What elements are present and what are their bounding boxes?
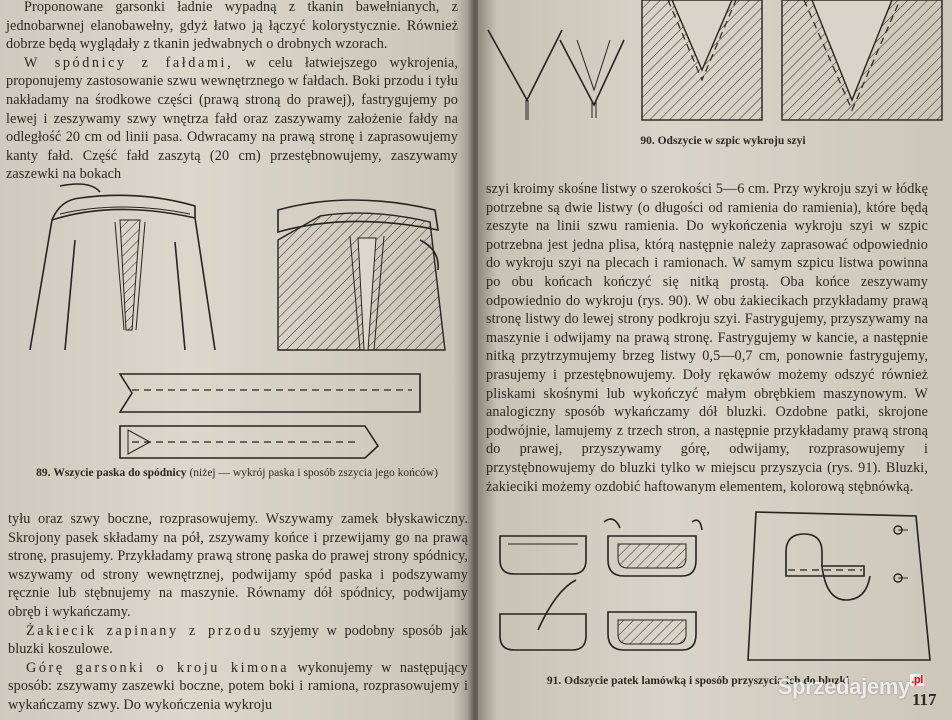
watermark-suffix: .pl <box>911 674 923 686</box>
figure-title: Odszycie patek lamówką i sposób przyszycia ich do bluzki <box>564 675 850 687</box>
paragraph: Proponowane garsonki ładnie wypadną z tkanin bawełnianych, z jednobarwnej elanobawełny, gdyż łatwo ją łączyć kolorystycznie. Również dobrze będą wyglądały z tkanin jedwabnych o drobnych wzorach. <box>6 0 458 53</box>
figure-89-skirt-waistband <box>20 180 460 460</box>
figure-number: 91. <box>546 675 562 687</box>
figure-subtitle: (niżej — wykrój paska i sposób zszycia jego końców) <box>189 467 438 479</box>
left-page <box>0 0 472 720</box>
figure-90-caption <box>508 134 938 149</box>
figure-90-v-neck-facing <box>482 0 942 130</box>
page-number: 117 <box>912 690 937 709</box>
paragraph <box>8 659 468 715</box>
paragraph-text: w celu łatwiejszego wykrojenia, proponujemy zastosowanie szwu wewnętrznego w fałdach. Boki przodu i tyłu nakładamy na środkowe części (prawą stroną do prawej), fastrygujemy po lewej i zeszywamy szwy wnętrza fałd oraz zaszywamy założenie fałdy na odległość 20 cm od linii pasa. Odwracamy na prawą stronę i zaprasowujemy kanty fałd. Część fałd zaszytą (20 cm) przestębnowujemy, zaszywamy zaszewki na bokach <box>6 54 459 183</box>
figure-91-pocket-flaps <box>496 510 936 670</box>
figure-number: 89. <box>36 467 51 479</box>
figure-number: 90. <box>640 135 655 147</box>
emphasized-phrase: W spódnicy z fałdami, <box>24 54 234 71</box>
right-page <box>478 0 952 720</box>
figure-89-caption <box>6 466 468 481</box>
paragraph-text: wykonujemy w następujący sposób: zszywamy zaszewki boczne, potem boki i ramiona, rozprasowujemy i wykańczamy szwy. Do wykończenia wykroju <box>8 659 468 713</box>
figure-title: Odszycie w szpic wykroju szyi <box>657 135 806 147</box>
watermark-text: Sprzedajemy <box>777 674 911 699</box>
emphasized-phrase: Żakiecik zapinany z przodu <box>26 622 264 639</box>
emphasized-phrase: Górę garsonki o kroju kimona <box>26 659 290 676</box>
watermark-logo <box>778 674 924 700</box>
bottom-text-block <box>8 510 468 715</box>
paragraph: szyi kroimy skośne listwy o szerokości 5—6 cm. Przy wykroju szyi w łódkę potrzebne są dwie listwy (o długości od ramienia do ramienia), które będą zeszyte na linii szwu ramienia. Do wykończenia wykroju szyi w szpic potrzebna jest jedna plisa, którą następnie należy zaprasować odpowiednio do wykroju szyi na plecach i ramionach. W samym szpicu listwa powinna po obu końcach kończyć się nitką prostą. Oba końce zeszywamy odpowiednio do wykroju (rys. 90). W obu żakiecikach przykładamy prawą stronę listwy do lewej strony podkroju szyi. Fastrygujemy, przyszywamy na maszynie i odwijamy na prawą stronę. Fastrygujemy w kancie, a następnie nitką przytrzymujemy brzeg listwy 0,5—0,7 cm, ponownie fastrygujemy, prasujemy i przestębnowujemy. Doły rękawów możemy odszyć również pliskami skośnymi lub wykończyć małym obrębkiem maszynowym. W analogiczny sposób wykańczamy dół bluzki. Ozdobne patki, skrojone podwójnie, lamujemy z trzech stron, a następnie przykładamy prawą stroną do prawej, przyszywamy górę, odwijamy, rozprasowujemy i przystębnowujemy do bluzki tylko w miejscu przyszycia (rys. 91). Bluzki, żakieciki możemy ozdobić haftowanym elementem, kolorową stębnówką. <box>486 181 928 495</box>
figure-title: Wszycie paska do spódnicy <box>53 467 187 479</box>
top-text-block <box>6 0 458 184</box>
paragraph <box>8 622 468 659</box>
paragraph <box>6 54 458 184</box>
right-text-block <box>486 180 928 496</box>
paragraph-text: szyjemy w podobny sposób jak bluzki koszulowe. <box>8 622 468 658</box>
paragraph: tyłu oraz szwy boczne, rozprasowujemy. Wszywamy zamek błyskawiczny. Skrojony pasek składamy na pół, zszywamy końce i przewijamy go na prawą stronę, prasujemy. Przykładamy prawą stronę paska do prawej strony spódnicy, wszywamy od strony wewnętrznej, podwijamy spód paska i podszywamy ręcznie lub stębnujemy na maszynie. Równamy dół spódnicy, podwijamy obręb i wykańczamy. <box>8 511 468 620</box>
